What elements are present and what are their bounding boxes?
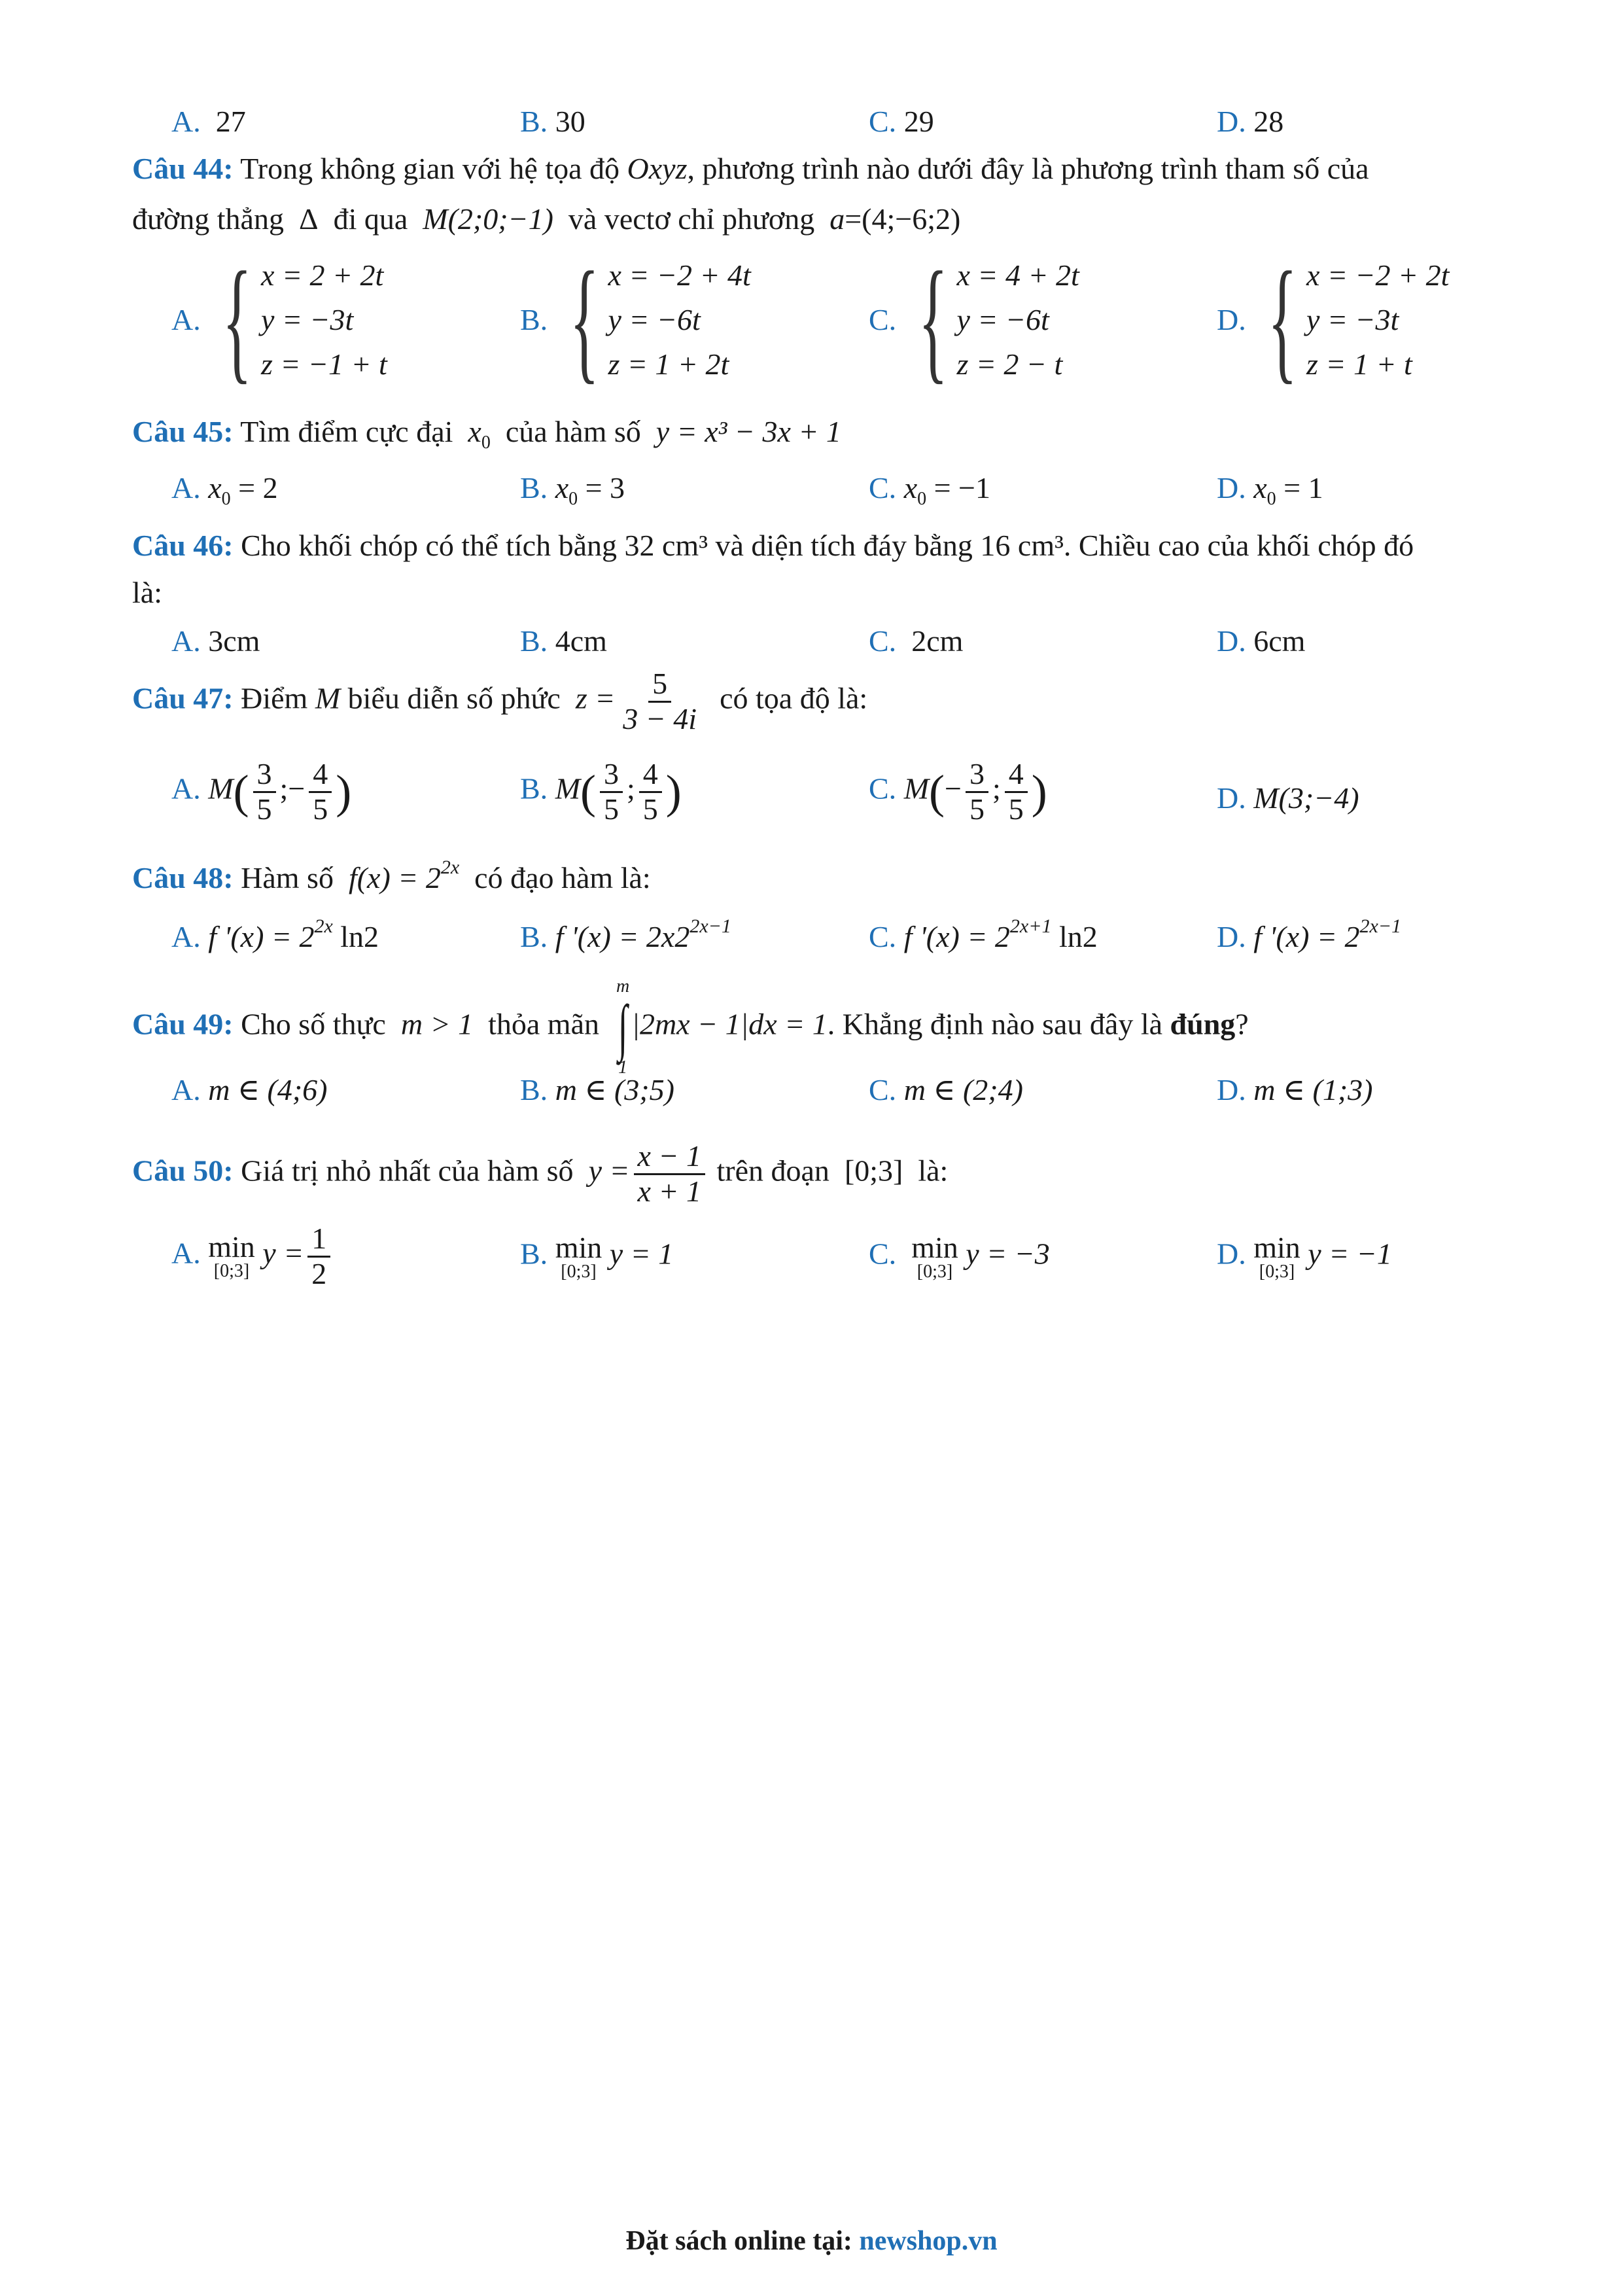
question-49-label: Câu 49: [132, 1007, 234, 1041]
question-46: Câu 46: Cho khối chóp có thể tích bằng 32 cm³ và diện tích đáy bằng 16 cm³. Chiều cao của khối chóp đó [132, 529, 1414, 562]
option-47-b: B. M( $\frac{3}{5}$ ; $\frac{4}{5}$ ) [520, 757, 682, 826]
option-47-a: A. M( $\frac{3}{5}$ ;− $\frac{4}{5}$ ) [171, 757, 352, 826]
option-49-b: B. m ∈ (3;5) [520, 1073, 674, 1106]
footer: Đặt sách online tại: newshop.vn [625, 2226, 998, 2256]
option-45-a: A. $x_0 = 2$ [171, 471, 278, 509]
option-49-a: A. m ∈ (4;6) [171, 1073, 328, 1106]
option-46-d: D. 6cm [1217, 624, 1306, 658]
option-44-d: D. { x = −2 + 2t y = −3t z = 1 + t [1217, 244, 1450, 396]
question-49: Câu 49: Cho số thực m > 1 thỏa mãn m ∫ 1 |2mx − 1|dx = 1. Khẳng định nào sau đây là đúng? [132, 976, 1249, 1078]
option-47-d: D. M(3;−4) [1217, 781, 1359, 815]
question-50: Câu 50: Giá trị nhỏ nhất của hàm số y = $\frac{x - 1}{x + 1}$ trên đoạn [0;3] là: [132, 1139, 949, 1208]
option-45-b: B. $x_0 = 3$ [520, 471, 625, 509]
option-48-d: D. f '$(x) = 2^{2x-1}$ [1217, 915, 1402, 953]
question-45: Câu 45: Tìm điểm cực đại $x_0$ của hàm số y = x³ − 3x + 1 [132, 415, 841, 453]
option-46-a: A. 3cm [171, 624, 260, 658]
question-47-label: Câu 47: [132, 681, 234, 715]
answer-a: A. 27 [171, 105, 246, 138]
question-45-label: Câu 45: [132, 415, 234, 448]
integral-sign: m ∫ 1 [616, 976, 630, 1078]
question-44-label: Câu 44: [132, 152, 234, 185]
answer-c: C. 29 [869, 105, 934, 138]
question-46-cont: là: [132, 576, 162, 609]
option-50-a: A. min [0;3] y = $\frac{1}{2}$ [171, 1222, 334, 1290]
option-47-c: C. M(− $\frac{3}{5}$ ; $\frac{4}{5}$ ) [869, 757, 1047, 826]
question-48-label: Câu 48: [132, 861, 234, 894]
answer-d: D. 28 [1217, 105, 1284, 138]
option-49-d: D. m ∈ (1;3) [1217, 1073, 1373, 1106]
option-44-b: B. { x = −2 + 4t y = −6t z = 1 + 2t [520, 244, 751, 396]
option-48-b: B. f '$(x) = 2x2^{2x-1}$ [520, 915, 731, 953]
option-46-c: C. 2cm [869, 624, 964, 658]
option-46-b: B. 4cm [520, 624, 607, 658]
option-50-c: C. min [0;3] y = −3 [869, 1231, 1050, 1282]
option-49-c: C. m ∈ (2;4) [869, 1073, 1023, 1106]
option-45-d: D. $x_0 = 1$ [1217, 471, 1323, 509]
option-50-b: B. min [0;3] y = 1 [520, 1231, 674, 1282]
question-44-line1: Câu 44: Trong không gian với hệ tọa độ Oxyz, phương trình nào dưới đây là phương trình tham số của [132, 152, 1369, 185]
option-50-d: D. min [0;3] y = −1 [1217, 1231, 1392, 1282]
question-44-line2: đường thẳng Δ đi qua M(2;0;−1) và vectơ chỉ phương a=(4;−6;2) [132, 202, 961, 236]
question-46-label: Câu 46: [132, 529, 234, 562]
option-48-c: C. f '$(x) = 2^{2x+1}$ ln2 [869, 915, 1098, 953]
question-47: Câu 47: Điểm M biểu diễn số phức z = $\frac{5}{3 - 4i}$ có tọa độ là: [132, 667, 868, 735]
question-48: Câu 48: Hàm số $f(x) = 2^{2x}$ có đạo hàm là: [132, 857, 651, 894]
option-44-c: C. { x = 4 + 2t y = −6t z = 2 − t [869, 244, 1079, 396]
answer-b: B. 30 [520, 105, 585, 138]
footer-link[interactable]: newshop.vn [859, 2226, 998, 2256]
option-45-c: C. $x_0 = -1$ [869, 471, 990, 509]
option-48-a: A. f '$(x) = 2^{2x}$ ln2 [171, 915, 379, 953]
option-44-a: A. { x = 2 + 2t y = −3t z = −1 + t [171, 244, 387, 396]
question-50-label: Câu 50: [132, 1154, 234, 1188]
